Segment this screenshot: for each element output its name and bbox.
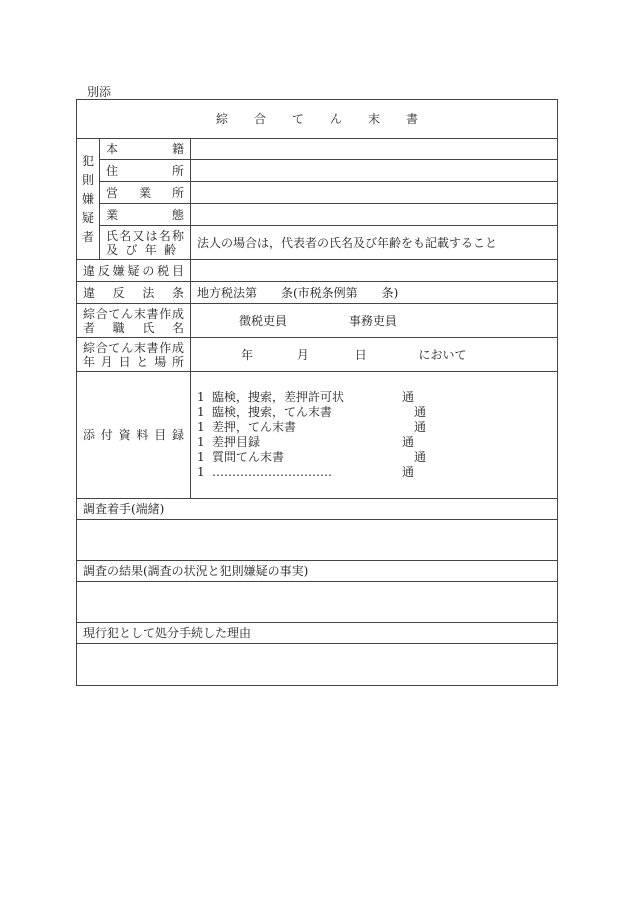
- place-text: において: [418, 347, 467, 362]
- address-field[interactable]: [191, 160, 558, 182]
- annex-label: 別添: [87, 85, 112, 99]
- year-text: 年: [241, 347, 254, 362]
- attachment-item: 1 臨検，捜索，差押許可状 通: [197, 390, 415, 404]
- clerk-text: 事務吏員: [348, 313, 397, 328]
- domicile-field[interactable]: [191, 139, 558, 160]
- domicile-label: 本籍: [100, 139, 191, 160]
- business-type-label: 業態: [100, 204, 191, 226]
- summary-report-form: [76, 99, 558, 686]
- attachments-label: 添付資料目録: [77, 372, 191, 499]
- business-office-label: 営業所: [100, 182, 191, 204]
- flagrant-reason-field[interactable]: [77, 644, 558, 686]
- address-label: 住所: [100, 160, 191, 182]
- attachment-item: 1 臨検，捜索，てん末書 通: [197, 405, 427, 419]
- name-age-field[interactable]: 法人の場合は，代表者の氏名及び年齢をも記載すること: [191, 226, 558, 260]
- date-place-label: 綜合てん末書作成 年月日と場所: [77, 338, 191, 372]
- investigation-result-field[interactable]: [77, 582, 558, 623]
- investigation-start-field[interactable]: [77, 520, 558, 561]
- investigation-result-header: 調査の結果(調査の状況と犯則嫌疑の事実): [77, 561, 558, 582]
- business-type-field[interactable]: [191, 204, 558, 226]
- attachment-item: 1 質問てん末書 通: [197, 450, 427, 464]
- flagrant-reason-header: 現行犯として処分手続した理由: [77, 623, 558, 644]
- tax-official-text: 徴税吏員: [239, 313, 288, 328]
- date-place-field[interactable]: [191, 338, 558, 372]
- author-label: 綜合てん末書作成 者職氏名: [77, 304, 191, 338]
- violated-law-label: 違反法条: [77, 282, 191, 304]
- author-field[interactable]: [191, 304, 558, 338]
- tax-item-label: 違反嫌疑の税目: [77, 260, 191, 282]
- business-office-field[interactable]: [191, 182, 558, 204]
- tax-item-field[interactable]: [191, 260, 558, 282]
- suspect-group-label: 犯 則 嫌 疑 者: [77, 139, 100, 260]
- attachment-item: 1 ………………………… 通: [197, 465, 415, 479]
- investigation-start-header: 調査着手(端緒): [77, 499, 558, 520]
- attachment-item: 1 差押目録 通: [197, 435, 415, 449]
- day-text: 日: [354, 347, 367, 362]
- form-title: 綜合てん末書: [77, 100, 558, 139]
- violated-law-field[interactable]: 地方税法第 条(市税条例第 条): [191, 282, 558, 304]
- attachment-item: 1 差押，てん末書 通: [197, 420, 427, 434]
- name-age-label: 氏名又は名称 及び年齢: [100, 226, 191, 260]
- month-text: 月: [296, 347, 309, 362]
- attachments-list: [191, 372, 558, 499]
